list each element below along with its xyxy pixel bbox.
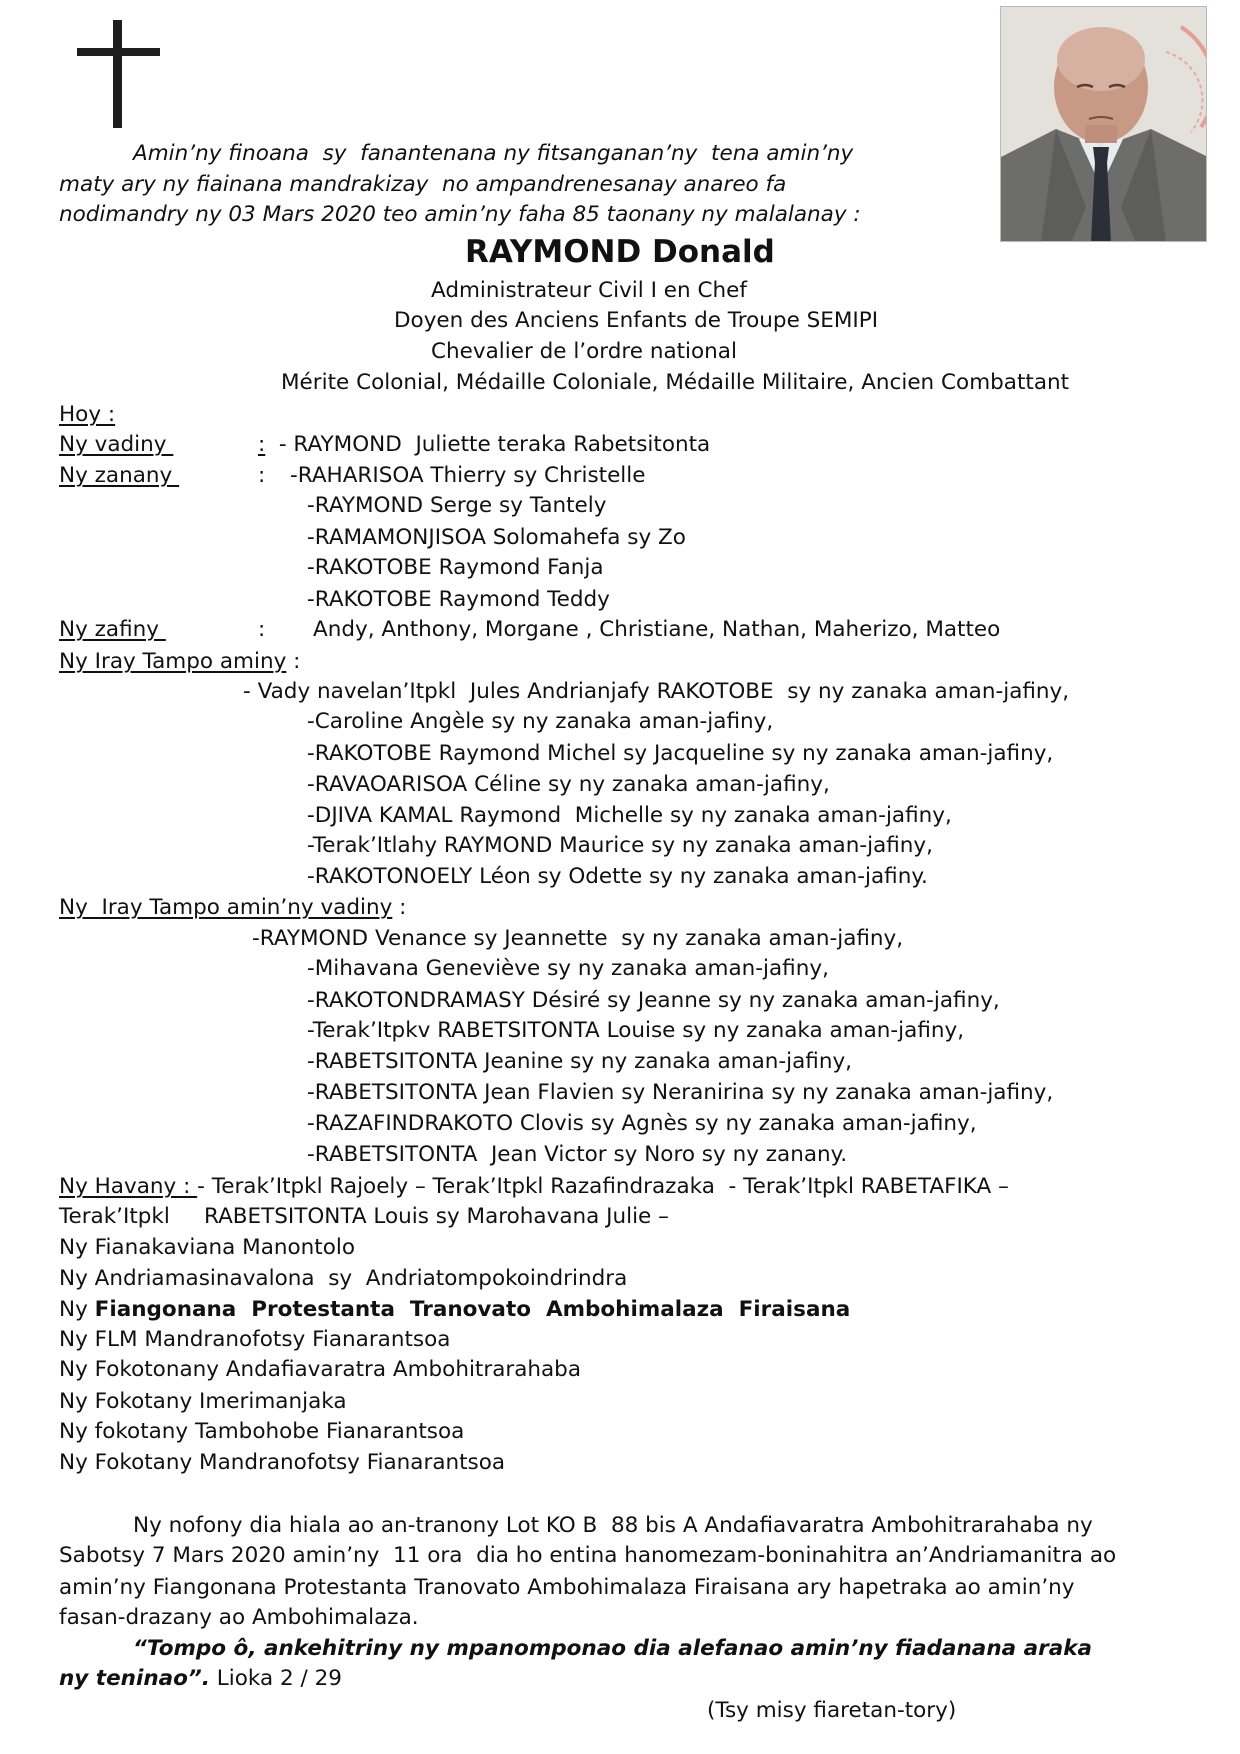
intro-line-1: Amin’ny finoana sy fanantenana ny fitsanganan’ny tena amin’ny	[133, 141, 854, 166]
funeral-line-3: amin’ny Fiangonana Protestanta Tranovato Ambohimalaza Firaisana ary hapetraka ao amin’ny	[59, 1575, 1075, 1600]
zafiny-colon: :	[258, 617, 266, 642]
iray-tampo-item: -Terak’Itlahy RAYMOND Maurice sy ny zanaka aman-jafiny,	[307, 833, 933, 858]
iray-tampo-item: -RAKOTONOELY Léon sy Odette sy ny zanaka aman-jafiny.	[307, 864, 928, 889]
portrait-image	[1001, 7, 1207, 242]
iray-tampo-vadiny-item: -RABETSITONTA Jeanine sy ny zanaka aman-jafiny,	[307, 1049, 853, 1074]
iray-tampo-item: -RAVAOARISOA Céline sy ny zanaka aman-jafiny,	[307, 772, 830, 797]
funeral-line-1: Ny nofony dia hiala ao an-tranony Lot KO B 88 bis A Andafiavaratra Ambohitrarahaba ny	[133, 1513, 1093, 1538]
iray-tampo-vadiny-item: -RAYMOND Venance sy Jeannette sy ny zanaka aman-jafiny,	[252, 926, 904, 951]
bible-quote-line-2	[59, 1664, 342, 1694]
deceased-name: RAYMOND Donald	[465, 234, 775, 270]
church-name: Fiangonana Protestanta Tranovato Ambohimalaza Firaisana	[94, 1297, 851, 1322]
church-prefix: Ny	[59, 1297, 95, 1322]
zanany-item: -RAYMOND Serge sy Tantely	[307, 493, 607, 518]
bible-quote-end: ny teninao”.	[59, 1666, 210, 1691]
havany-line-2: Terak’Itpkl RABETSITONTA Louis sy Marohavana Julie –	[59, 1204, 669, 1229]
iray-tampo-item: -DJIVA KAMAL Raymond Michelle sy ny zanaka aman-jafiny,	[307, 803, 952, 828]
other-relation: Ny Fianakaviana Manontolo	[59, 1235, 355, 1260]
havany-label: Ny Havany :	[59, 1174, 198, 1199]
iray-tampo-vadiny-item: -Mihavana Geneviève sy ny zanaka aman-jafiny,	[307, 956, 829, 981]
church-line	[59, 1295, 850, 1325]
havany-line-1	[59, 1172, 1009, 1202]
vadiny-label: Ny vadiny	[59, 432, 174, 457]
havany-value-1: - Terak’Itpkl Rajoely – Terak’Itpkl Razafindrazaka - Terak’Itpkl RABETAFIKA –	[197, 1174, 1009, 1199]
iray-tampo-vadiny-suffix: :	[392, 895, 407, 920]
iray-tampo-item: -RAKOTOBE Raymond Michel sy Jacqueline sy ny zanaka aman-jafiny,	[307, 741, 1054, 766]
iray-tampo-vadiny-item: -RABETSITONTA Jean Victor sy Noro sy ny zanany.	[307, 1142, 848, 1167]
title-line-3: Chevalier de l’ordre national	[431, 339, 737, 364]
zafiny-label: Ny zafiny	[59, 617, 166, 642]
hoy-label: Hoy :	[59, 402, 116, 427]
iray-tampo-vadiny-item: -RAZAFINDRAKOTO Clovis sy Agnès sy ny zanaka aman-jafiny,	[307, 1111, 977, 1136]
iray-tampo-suffix: :	[286, 649, 301, 674]
title-line-4: Mérite Colonial, Médaille Coloniale, Médaille Militaire, Ancien Combattant	[281, 370, 1070, 395]
other-relation: Ny Fokotany Imerimanjaka	[59, 1389, 347, 1414]
iray-tampo-item: - Vady navelan’Itpkl Jules Andrianjafy RAKOTOBE sy ny zanaka aman-jafiny,	[243, 679, 1070, 704]
iray-tampo-vadiny-item: -RAKOTONDRAMASY Désiré sy Jeanne sy ny zanaka aman-jafiny,	[307, 988, 1000, 1013]
iray-tampo-label: Ny Iray Tampo aminy	[59, 649, 287, 674]
other-relation: Ny Fokotonany Andafiavaratra Ambohitrarahaba	[59, 1357, 582, 1382]
title-line-1: Administrateur Civil I en Chef	[431, 278, 747, 303]
iray-tampo-heading	[59, 647, 300, 677]
intro-line-3: nodimandry ny 03 Mars 2020 teo amin’ny faha 85 taonany ny malalanay :	[59, 202, 861, 227]
iray-tampo-vadiny-item: -Terak’Itpkv RABETSITONTA Louise sy ny zanaka aman-jafiny,	[307, 1018, 965, 1043]
other-relation: Ny FLM Mandranofotsy Fianarantsoa	[59, 1327, 451, 1352]
funeral-line-2: Sabotsy 7 Mars 2020 amin’ny 11 ora dia ho entina hanomezam-boninahitra an’Andriamanitra ao	[59, 1543, 1117, 1568]
intro-line-2: maty ary ny fiainana mandrakizay no ampandrenesanay anareo fa	[59, 172, 787, 197]
zanany-item: -RAMAMONJISOA Solomahefa sy Zo	[307, 525, 686, 550]
zanany-label: Ny zanany	[59, 463, 180, 488]
title-line-2: Doyen des Anciens Enfants de Troupe SEMIPI	[394, 308, 879, 333]
zafiny-value: Andy, Anthony, Morgane , Christiane, Nathan, Maherizo, Matteo	[313, 617, 1001, 642]
iray-tampo-vadiny-label: Ny Iray Tampo amin’ny vadiny	[59, 895, 393, 920]
no-wake-note: (Tsy misy fiaretan-tory)	[707, 1698, 957, 1723]
vadiny-value: - RAYMOND Juliette teraka Rabetsitonta	[272, 432, 711, 457]
zanany-item: -RAKOTOBE Raymond Fanja	[307, 555, 604, 580]
bible-reference: Lioka 2 / 29	[209, 1666, 342, 1691]
other-relation: Ny Fokotany Mandranofotsy Fianarantsoa	[59, 1450, 506, 1475]
portrait-photo	[1000, 6, 1207, 242]
zanany-item: -RAHARISOA Thierry sy Christelle	[290, 463, 646, 488]
funeral-line-4: fasan-drazany ao Ambohimalaza.	[59, 1605, 419, 1630]
vadiny-colon: :	[258, 432, 266, 457]
cross-icon	[77, 20, 160, 128]
iray-tampo-vadiny-heading	[59, 893, 406, 923]
cross-vertical-bar	[113, 20, 122, 128]
zanany-item: -RAKOTOBE Raymond Teddy	[307, 587, 610, 612]
zanany-colon: :	[258, 463, 266, 488]
iray-tampo-vadiny-item: -RABETSITONTA Jean Flavien sy Neranirina sy ny zanaka aman-jafiny,	[307, 1080, 1054, 1105]
other-relation: Ny Andriamasinavalona sy Andriatompokoindrindra	[59, 1266, 628, 1291]
bible-quote-line-1: “Tompo ô, ankehitriny ny mpanomponao dia alefanao amin’ny fiadanana araka	[133, 1636, 1093, 1661]
iray-tampo-item: -Caroline Angèle sy ny zanaka aman-jafiny,	[307, 709, 774, 734]
other-relation: Ny fokotany Tambohobe Fianarantsoa	[59, 1419, 465, 1444]
cross-horizontal-bar	[77, 48, 160, 56]
